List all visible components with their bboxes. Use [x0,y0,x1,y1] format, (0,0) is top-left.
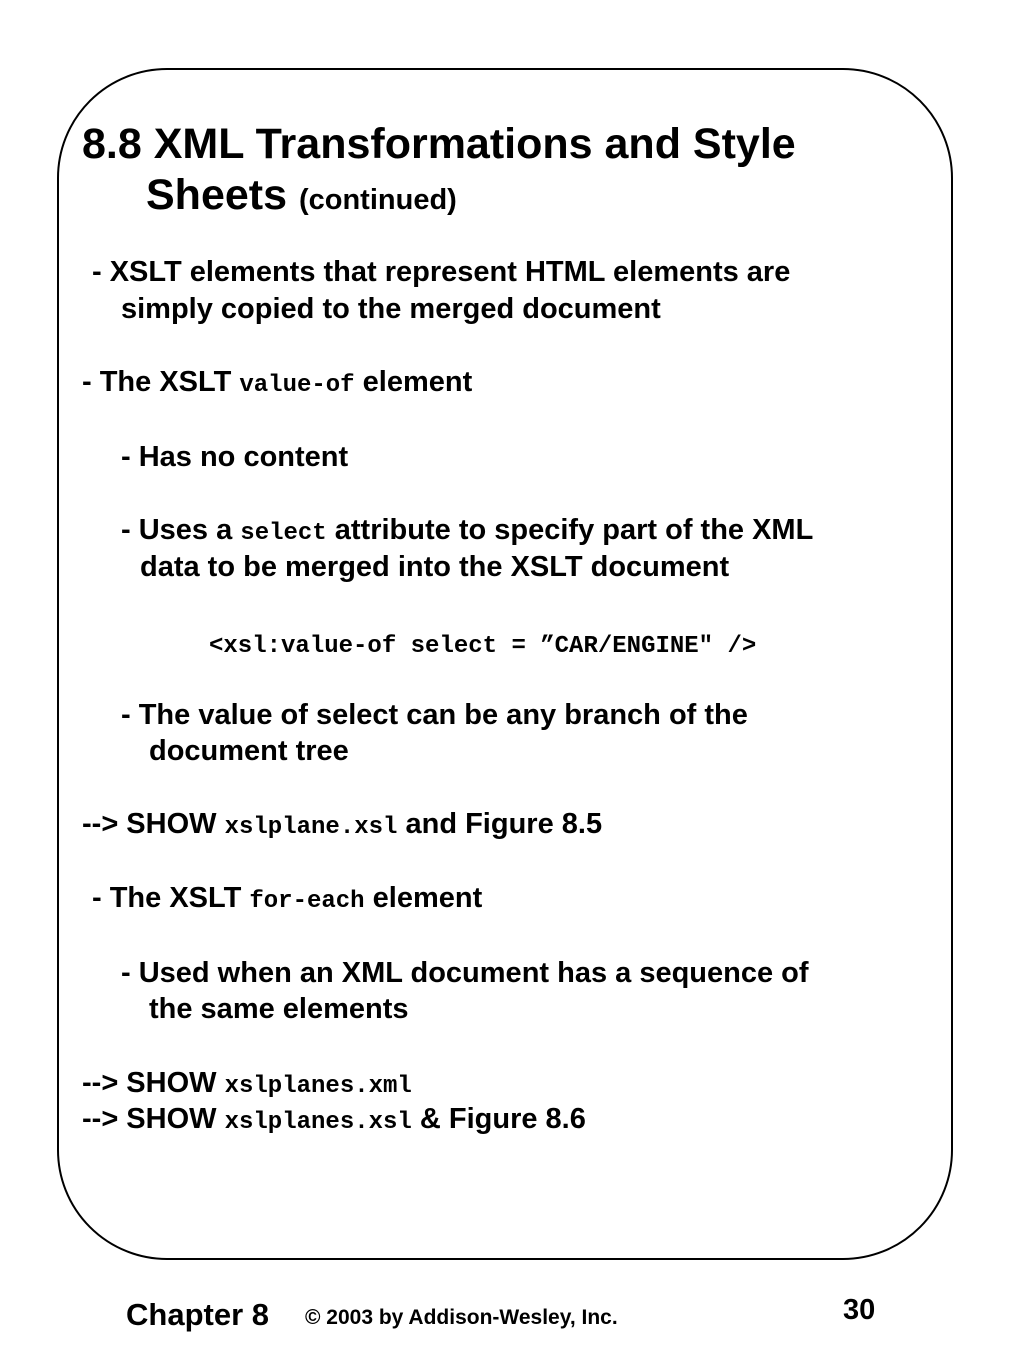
title-line-1: 8.8 XML Transformations and Style [82,120,796,168]
no-content-text: - Has no content [121,441,349,473]
show2-prefix: --> SHOW [82,1067,225,1099]
show-xslplanes-xml [82,1065,412,1105]
show3-suffix: & Figure 8.6 [411,1103,586,1135]
bullet-uses-select-cont [140,549,729,585]
bullet-copied [92,254,790,290]
used-line-2: the same elements [149,993,409,1025]
uses-prefix: - Uses a [121,514,241,546]
title-continued: (continued) [298,184,457,216]
value-of-suffix: element [354,366,473,398]
value-of-prefix: - The XSLT [82,366,240,398]
bullet-used-when-cont [149,991,409,1027]
show2-code: xslplanes.xml [224,1073,412,1100]
slide-title-line-2 [146,170,457,225]
value-of-code: value-of [239,372,355,399]
used-line-1: - Used when an XML document has a sequence of [121,957,809,989]
uses-suffix: attribute to specify part of the XML [326,514,814,546]
bullet-branch [121,697,748,733]
footer-copyright: © 2003 by Addison-Wesley, Inc. [305,1306,618,1329]
bullet-copied-line-2: simply copied to the merged document [121,293,661,325]
bullet-value-of [82,364,472,404]
foreach-code: for-each [249,888,365,915]
foreach-prefix: - The XSLT [92,882,250,914]
page-number: 30 [843,1294,876,1326]
bullet-uses-select [121,512,813,552]
footer-chapter: Chapter 8 [126,1297,269,1332]
show3-code: xslplanes.xsl [224,1109,412,1136]
code-example-text: <xsl:value-of select = ”CAR/ENGINE" /> [209,633,757,660]
show3-prefix: --> SHOW [82,1103,225,1135]
code-example [209,625,756,665]
foreach-suffix: element [364,882,483,914]
bullet-branch-cont [149,733,349,769]
bullet-no-content [121,439,348,475]
show1-prefix: --> SHOW [82,808,225,840]
bullet-for-each [92,880,482,920]
branch-line-2: document tree [149,735,349,767]
branch-line-1: - The value of select can be any branch of the [121,699,748,731]
title-line-2: Sheets [146,171,288,219]
bullet-copied-line-1: - XSLT elements that represent HTML elements are [92,256,791,288]
uses-line-2: data to be merged into the XSLT document [140,551,730,583]
uses-code: select [240,520,327,547]
show-xslplane [82,806,602,846]
show1-code: xslplane.xsl [224,814,398,841]
bullet-used-when [121,955,809,991]
show1-suffix: and Figure 8.5 [397,808,603,840]
slide-title [82,119,796,169]
bullet-copied-cont [121,291,661,327]
show-xslplanes-xsl [82,1101,586,1141]
